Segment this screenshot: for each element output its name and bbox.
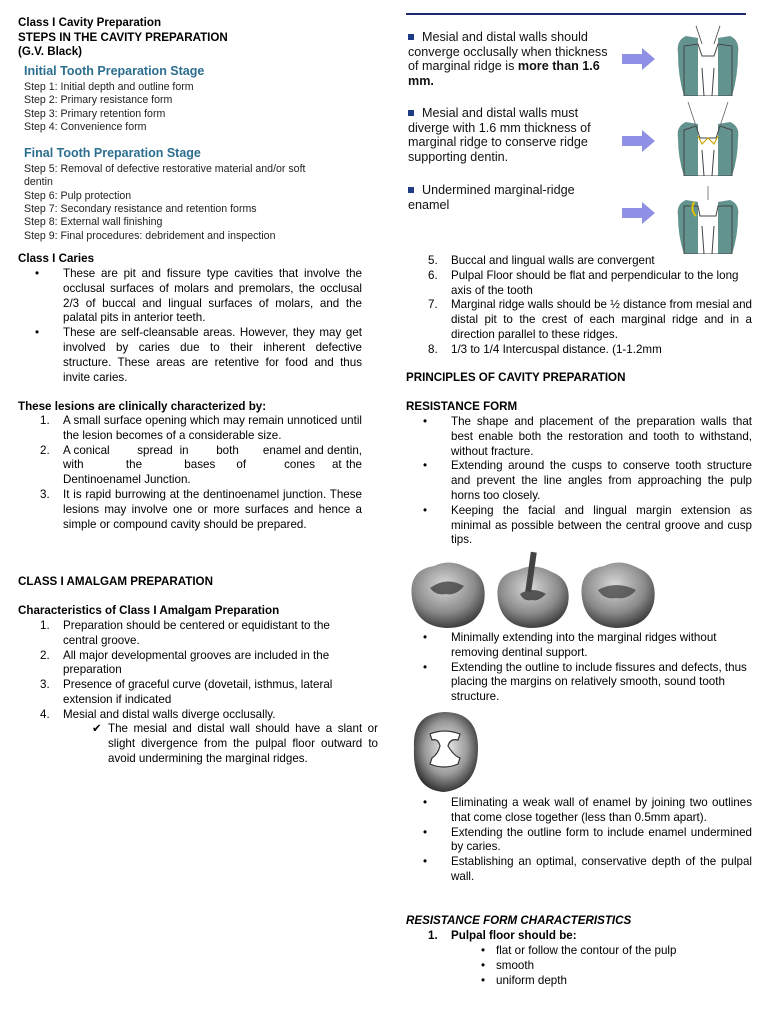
list-item-text: Mesial and distal walls diverge occlusally. xyxy=(63,707,276,721)
stage-step: Step 5: Removal of defective restorative material and/or soft dentin xyxy=(24,163,306,189)
list-item-text: Preparation should be centered or equidistant to the central groove. xyxy=(63,619,330,647)
amalgam-char-heading: Characteristics of Class I Amalgam Preparation xyxy=(18,604,280,617)
list-item xyxy=(406,959,752,974)
stage-step: Step 6: Pulp protection xyxy=(24,189,132,202)
list-number: 1. xyxy=(428,929,438,942)
stage-step: Step 9: Final procedures: debridement and inspection xyxy=(24,229,276,242)
list-item-text: Presence of graceful curve (dovetail, isthmus, lateral extension if indicated xyxy=(63,678,333,706)
list-item-text: Marginal ridge walls should be ½ distance from mesial and distal pit to the crest of each marginal ridge and in a direction parallel to these ridges. xyxy=(451,298,752,341)
occlusal-molar-image xyxy=(408,704,482,796)
initial-stage-title: Initial Tooth Preparation Stage xyxy=(24,64,205,78)
amalgam-list xyxy=(18,619,362,723)
tooth-section-diverge-icon xyxy=(668,96,748,176)
list-item-text: uniform depth xyxy=(496,973,567,987)
slide-bullet-text: Undermined marginal-ridge enamel xyxy=(408,183,575,212)
list-item xyxy=(406,298,752,342)
doc-title: Class I Cavity Preparation xyxy=(18,16,162,29)
list-item xyxy=(406,343,752,358)
slide-bullet-1 xyxy=(408,30,608,88)
list-item: 1. Preparation should be centered or equidistant to the central groove. xyxy=(40,619,330,647)
list-item-text: Buccal and lingual walls are convergent xyxy=(451,254,655,267)
principles-heading: PRINCIPLES OF CAVITY PREPARATION xyxy=(406,371,626,384)
list-number: 5. xyxy=(428,254,438,267)
amalgam-heading: CLASS I AMALGAM PREPARATION xyxy=(18,575,213,588)
list-item xyxy=(406,254,752,269)
gv-black-label: (G.V. Black) xyxy=(18,45,83,58)
list-number: 6. xyxy=(428,268,438,282)
arrow-right-icon xyxy=(622,130,656,152)
list-item: • These are self-cleansable areas. However, they may get involved by caries due to their inherent defective structure. These areas are retentive for food and thus invite caries. xyxy=(18,326,362,385)
arrow-right-icon xyxy=(622,202,656,224)
list-item: 3. Presence of graceful curve (dovetail, isthmus, lateral extension if indicated xyxy=(40,678,333,706)
square-bullet-icon xyxy=(408,187,414,193)
stage-step: Step 3: Primary retention form xyxy=(24,107,166,120)
molar-image xyxy=(411,562,484,628)
caries-list xyxy=(18,267,362,385)
slide-bullet-bold: more than 1.6 mm. xyxy=(408,59,600,88)
list-item: • Extending the outline to include fissures and defects, thus placing the margins on relatively smooth, sound tooth structure. xyxy=(406,661,752,705)
lesions-heading: These lesions are clinically characterized by: xyxy=(18,400,267,413)
slide-top-rule xyxy=(406,13,746,15)
caries-heading: Class I Caries xyxy=(18,252,95,265)
stage-step: Step 7: Secondary resistance and retention forms xyxy=(24,203,257,216)
list-item: • These are pit and fissure type cavities that involve the occlusal surfaces of molars and premolars, the occlusal 2/3 of buccal and lingual surfaces of molars, and the palatal pits in anterior teeth. xyxy=(18,267,362,326)
resistance-list-2 xyxy=(406,631,752,705)
resistance-list-3 xyxy=(406,796,752,885)
characteristics-heading: RESISTANCE FORM CHARACTERISTICS xyxy=(406,914,632,927)
stage-step: Step 8: External wall finishing xyxy=(24,216,163,229)
list-item: • Eliminating a weak wall of enamel by joining two outlines that come close together (less than 0.5mm apart). xyxy=(406,796,752,826)
slide-bullet-2 xyxy=(408,106,608,164)
molar-preparation-images xyxy=(406,546,664,632)
bullet-icon: • xyxy=(481,973,486,987)
list-item-text: flat or follow the contour of the pulp xyxy=(496,944,677,957)
resistance-list-1 xyxy=(406,415,752,548)
list-item: 4. Mesial and distal walls diverge occlusally. xyxy=(40,707,276,721)
bullet-icon: • xyxy=(481,958,486,972)
list-item: 2. A conical spread in both enamel and dentin, with the bases of cones at the Dentinoenamel Junction. xyxy=(40,443,366,487)
list-item: 2. All major developmental grooves are included in the preparation xyxy=(40,648,330,677)
steps-heading: STEPS IN THE CAVITY PREPARATION xyxy=(18,31,228,44)
bullet-icon: • xyxy=(481,944,486,957)
molar-image xyxy=(581,562,654,628)
list-item-text: All major developmental grooves are included in the preparation xyxy=(63,648,330,677)
lesions-list xyxy=(18,414,366,532)
list-item: 1. A small surface opening which may remain unnoticed until the lesion becomes of a considerable size. xyxy=(40,414,362,442)
list-item: • Extending around the cusps to conserve tooth structure and prevent the line angles from approaching the pulp horns too closely. xyxy=(406,459,752,503)
stage-step: Step 4: Convenience form xyxy=(24,120,147,133)
tooth-section-undermined-icon xyxy=(668,176,748,254)
tooth-section-converge-icon xyxy=(668,16,748,96)
final-stage-title: Final Tooth Preparation Stage xyxy=(24,146,201,161)
list-item-text: 1/3 to 1/4 Intercuspal distance. (1-1.2mm xyxy=(451,342,662,356)
resistance-heading: RESISTANCE FORM xyxy=(406,400,518,413)
list-item-text: smooth xyxy=(496,958,535,972)
pulpal-floor-sublist xyxy=(406,944,752,988)
stage-step: Step 2: Primary resistance form xyxy=(24,94,173,107)
list-item-text: Pulpal floor should be: xyxy=(451,929,577,942)
list-item: • Extending the outline form to include enamel undermined by caries. xyxy=(406,826,752,856)
stages-figure xyxy=(24,64,324,243)
list-item: • Keeping the facial and lingual margin extension as minimal as possible between the central groove and cusp tips. xyxy=(406,504,752,548)
stage-step: Step 1: Initial depth and outline form xyxy=(24,81,194,93)
slide-bullet-3 xyxy=(408,183,608,212)
list-item-text: It is rapid burrowing at the dentinoenamel junction. These lesions may involve one or more surfaces and hence a simple or compound cavity should be prepared. xyxy=(63,487,362,531)
list-item xyxy=(406,974,752,989)
list-item xyxy=(406,944,752,959)
list-number: 8. xyxy=(428,342,438,356)
marginal-ridge-list xyxy=(406,254,752,358)
list-item: • Establishing an optimal, conservative depth of the pulpal wall. xyxy=(406,855,752,885)
marginal-ridge-slide xyxy=(406,0,752,254)
list-item-text: A conical spread in both enamel and dentin, with the bases of cones at the Dentinoenamel Junction. xyxy=(63,443,366,487)
square-bullet-icon xyxy=(408,110,414,116)
list-item: • Minimally extending into the marginal ridges without removing dentinal support. xyxy=(406,631,752,661)
slide-bullet-text: Mesial and distal walls must diverge with 1.6 mm thickness of marginal ridge to conserve ridge supporting dentin. xyxy=(408,106,591,164)
list-item: • The shape and placement of the preparation walls that best enable both the restoration and tooth to withstand, without fracture. xyxy=(406,415,752,459)
sub-item-text: The mesial and distal wall should have a slant or slight divergence from the pulpal floor outward to avoid undermining the marginal ridges. xyxy=(108,722,378,765)
arrow-right-icon xyxy=(622,48,656,70)
list-item-text: A small surface opening which may remain unnoticed until the lesion becomes of a considerable size. xyxy=(63,414,362,442)
square-bullet-icon xyxy=(408,34,414,40)
list-item-text: Pulpal Floor should be flat and perpendicular to the long axis of the tooth xyxy=(451,268,739,297)
list-number: 7. xyxy=(428,298,438,312)
list-item xyxy=(406,269,752,299)
list-item: 3. It is rapid burrowing at the dentinoenamel junction. These lesions may involve one or more surfaces and hence a simple or compound cavity should be prepared. xyxy=(40,487,362,531)
check-arrow-icon: ✔ xyxy=(92,722,102,735)
amalgam-sub-item xyxy=(92,722,378,766)
molar-image xyxy=(497,552,568,628)
slide-bullet-text: Mesial and distal walls should converge occlusally when thickness of marginal ridge is xyxy=(408,30,608,73)
